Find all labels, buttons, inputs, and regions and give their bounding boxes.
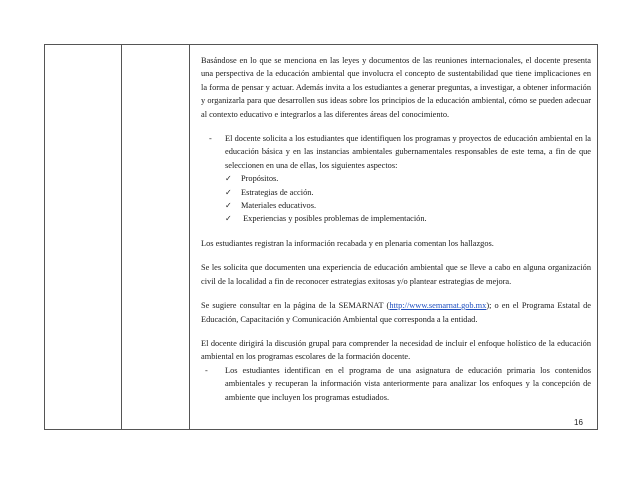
aspects-checklist: [225, 172, 591, 226]
dash-list-item-analysis: [201, 364, 591, 404]
holistic-paragraph: El docente dirigirá la discusión grupal para comprender la necesidad de incluir el enfoque holístico de la educación ambiental en los programas escolares de la formación docente.: [201, 338, 591, 362]
dash-list-item-text: Los estudiantes identifican en el programa de una asignatura de educación primaria los contenidos ambientales y recuperan la información vista anteriormente para analizar los enfoques y la concepción de ambiente que incluyen los programas estudiados.: [225, 365, 591, 402]
checklist-item: [225, 172, 591, 185]
checklist-item: [225, 186, 591, 199]
dash-list-item-programs: [201, 132, 591, 172]
intro-paragraph: Basándose en lo que se menciona en las leyes y documentos de las reuniones internacionales, el docente presenta una perspectiva de la educación ambiental que involucra el concepto de sustentabilidad que tiene implicaciones en la forma de pensar y actuar. Además invita a los estudiantes a generar preguntas, a investigar, a obtener información y organizarla para que desarrollen sus ideas sobre los principios de la educación ambiental, cómo se pueden adecuar al contexto educativo e integrarlos a las diferentes áreas del conocimiento.: [201, 56, 591, 119]
experience-paragraph: Se les solicita que documenten una experiencia de educación ambiental que se lleve a cabo en alguna organización civil de la localidad a fin de reconocer estrategias exitosas y/o plantear estrategias de mejora.: [201, 263, 591, 286]
semarnat-paragraph: [201, 299, 591, 326]
checkmark-icon: ✓: [225, 174, 232, 184]
column-divider-2: [189, 45, 190, 429]
content-table: [44, 44, 598, 430]
semarnat-text-after: ); o en el Programa Estatal de Educación, Capacitación y Comunicación Ambiental que corresponda a la entidad.: [201, 301, 591, 324]
semarnat-link[interactable]: http://www.semarnat.gob.mx: [389, 301, 487, 311]
dash-list-item-text: El docente solicita a los estudiantes que identifiquen los programas y proyectos de educación ambiental en la educación básica y en las instancias ambientales gubernamentales responsables de este tema, a fin de que seleccionen en una de ellas, los siguientes aspectos:: [225, 134, 591, 170]
findings-paragraph: Los estudiantes registran la información recabada y en plenaria comentan los hallazgos.: [201, 238, 494, 248]
column-divider-1: [121, 45, 122, 429]
checklist-item-text: Estrategias de acción.: [241, 187, 314, 197]
checklist-item-text: Materiales educativos.: [241, 201, 317, 211]
page-number: 16: [574, 418, 583, 427]
dash-marker: -: [205, 365, 208, 375]
activity-description-cell: [201, 54, 591, 404]
checklist-item-text: Propósitos.: [241, 174, 279, 184]
checklist-item: [225, 199, 591, 212]
dash-marker: -: [209, 134, 212, 144]
checklist-item-text: Experiencias y posibles problemas de implementación.: [241, 214, 427, 224]
checkmark-icon: ✓: [225, 187, 232, 197]
checklist-item: [225, 212, 591, 225]
semarnat-text-before: Se sugiere consultar en la página de la SEMARNAT (: [201, 301, 390, 311]
checkmark-icon: ✓: [225, 201, 232, 211]
checkmark-icon: ✓: [225, 214, 232, 224]
